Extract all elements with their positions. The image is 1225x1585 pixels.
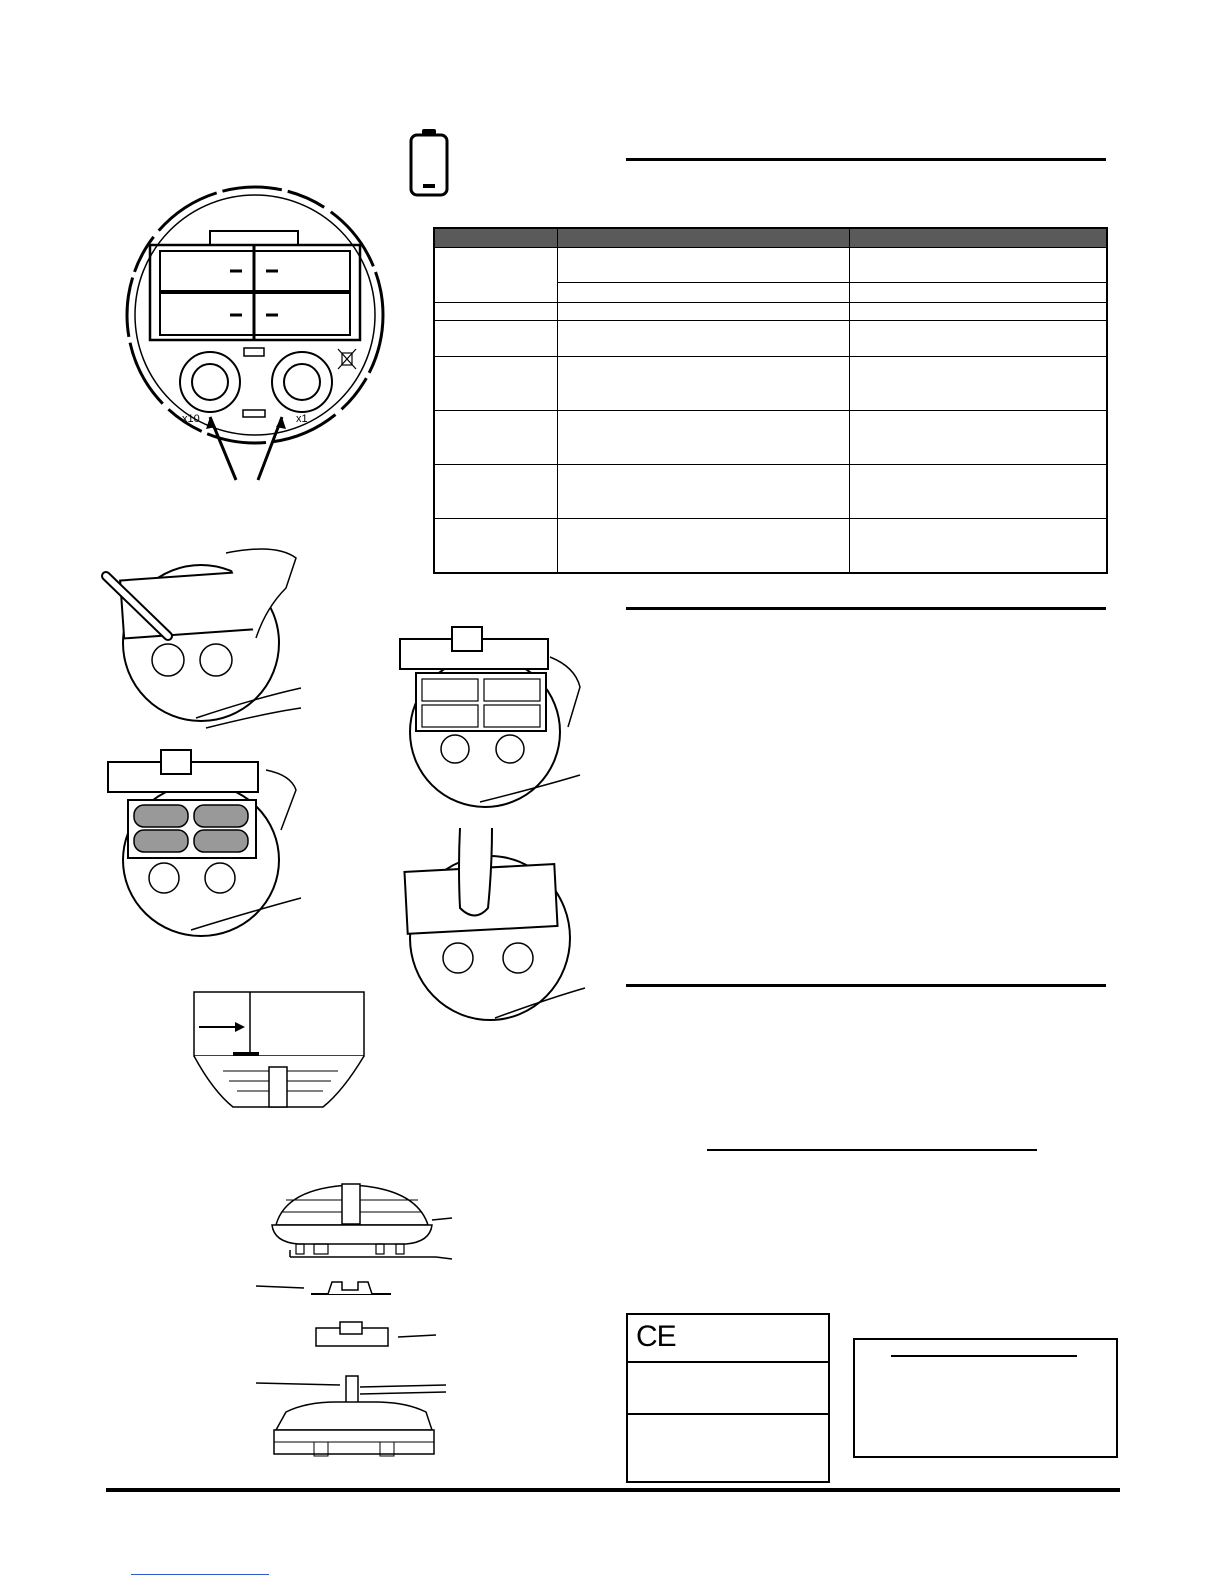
- ce-mark: CE: [636, 1320, 676, 1353]
- section-rule-lower: [626, 984, 1106, 987]
- notice-box: [853, 1338, 1118, 1458]
- ce-info-row: [628, 1415, 828, 1477]
- dial-label-x10: x10: [182, 413, 200, 425]
- illustration-batteries-installed: [106, 750, 306, 950]
- detector-base-diagram: [120, 185, 390, 485]
- table-row: [434, 248, 1107, 283]
- table-header-row: [434, 228, 1107, 248]
- weee-crossed-bin-icon: [338, 349, 356, 369]
- centered-underline: [707, 1149, 1037, 1151]
- ce-declaration-box: [626, 1313, 830, 1483]
- section-rule-middle: [626, 607, 1106, 610]
- page-footer-rule: [106, 1488, 1120, 1492]
- footer-link-underline[interactable]: [131, 1574, 269, 1575]
- table-row: [434, 321, 1107, 357]
- dial-label-x1: x1: [296, 413, 308, 425]
- table-row: [434, 519, 1107, 573]
- ce-mark-row: [628, 1315, 828, 1363]
- ce-info-row: [628, 1363, 828, 1415]
- illustration-open-cover: [106, 548, 306, 738]
- table-row: [434, 465, 1107, 519]
- table-row: [434, 411, 1107, 465]
- section-rule-top: [626, 158, 1106, 161]
- label-location-diagram: [193, 991, 368, 1126]
- battery-icon: [409, 128, 449, 198]
- illustration-empty-compartment: [400, 627, 585, 817]
- notice-title-underline: [891, 1355, 1077, 1357]
- table-row: [434, 357, 1107, 411]
- specification-table: [433, 227, 1108, 574]
- table-row: [434, 303, 1107, 321]
- illustration-close-cover: [400, 828, 585, 1028]
- exploded-assembly-diagram: [256, 1180, 456, 1470]
